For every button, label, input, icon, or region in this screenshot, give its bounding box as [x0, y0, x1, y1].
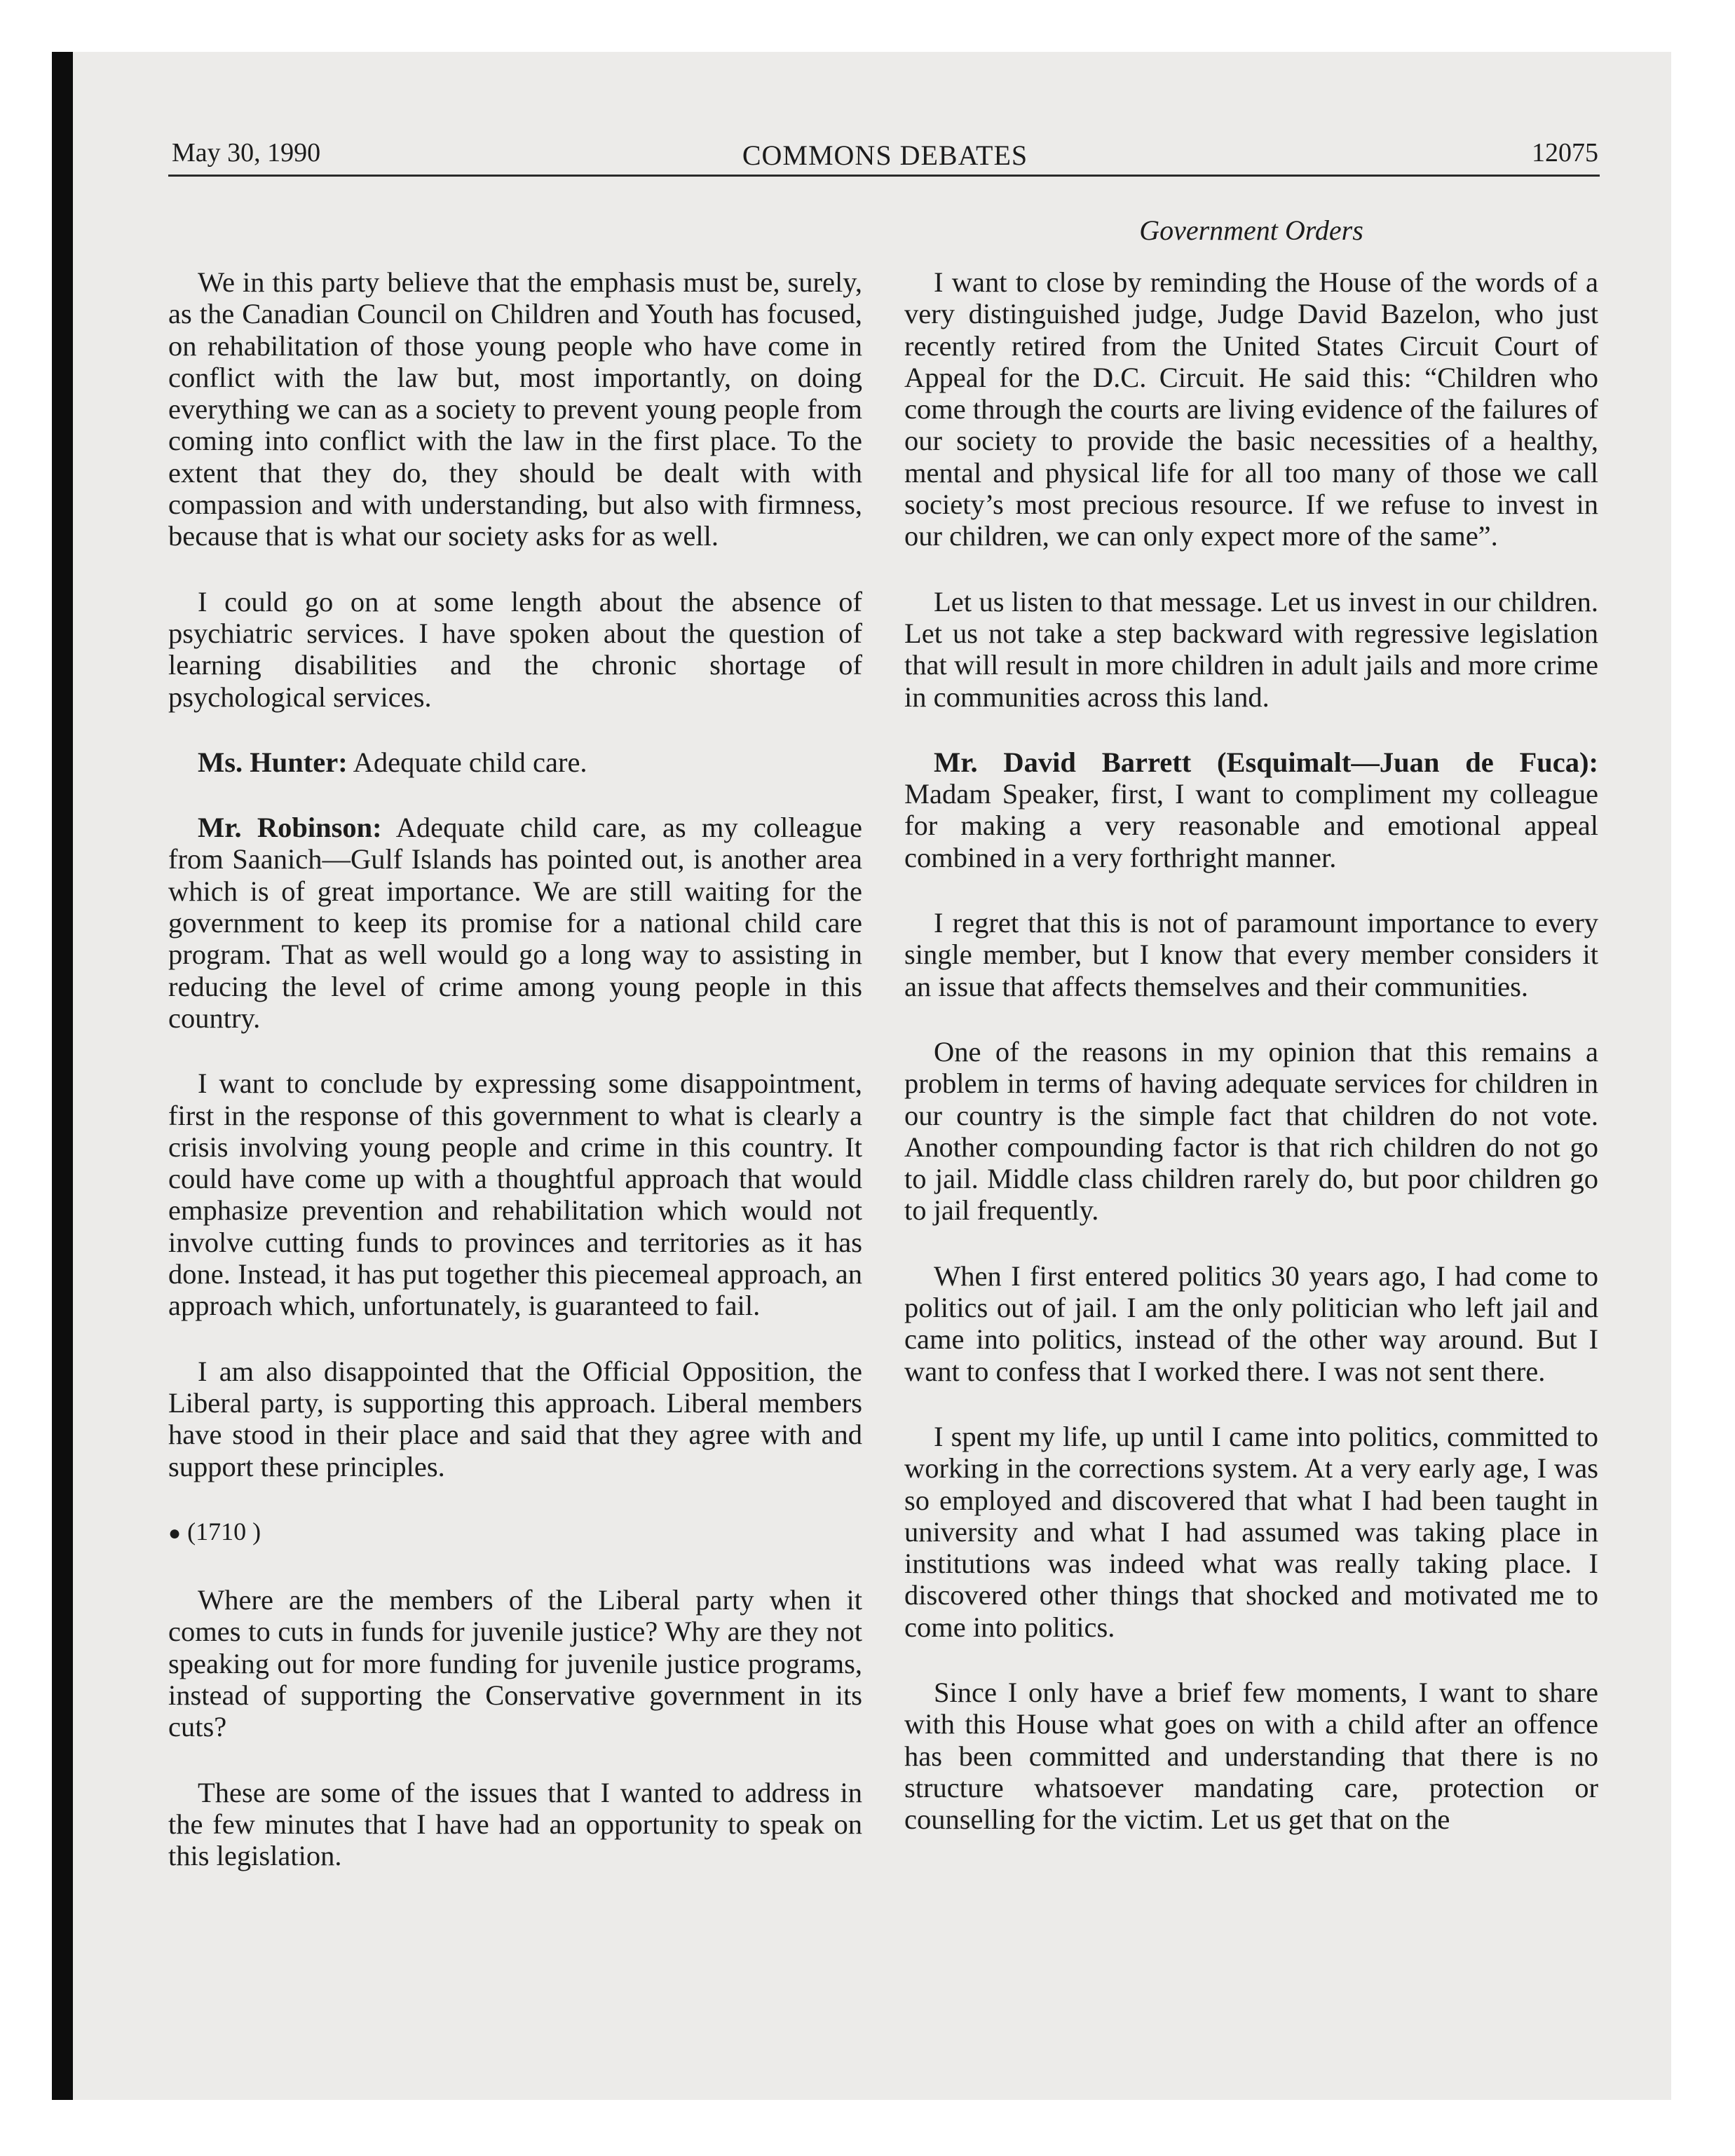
speech-paragraph: [904, 746, 1598, 873]
speech-text: Adequate child care, as my colleague from Saanich—Gulf Islands has pointed out, is another area which is of great importance. We are still waiting for the government to keep its promise for a national child care program. That as well would go a long way to assisting in reducing the level of crime among young people in this country.: [168, 812, 863, 1034]
paragraph: I regret that this is not of paramount importance to every single member, but I know that every member considers it an issue that affects themselves and their communities.: [904, 907, 1598, 1002]
paragraph: I want to close by reminding the House of the words of a very distinguished judge, Judge David Bazelon, who just recently retired from the United States Circuit Court of Appeal for the D.C. Circuit. He said this: “Children who come through the courts are living evidence of the failures of our society to provide the basic necessities of a healthy, mental and physical life for all too many of those we call society’s most precious resource. If we refuse to invest in our children, we can only expect more of the same”.: [904, 266, 1598, 552]
paragraph: I am also disappointed that the Official Opposition, the Liberal party, is supporting this approach. Liberal members have stood in their place and said that they agree with and support these principles.: [168, 1355, 862, 1482]
paragraph: I want to conclude by expressing some disappointment, first in the response of this government to what is clearly a crisis involving young people and crime in this country. It could have come up with a thoughtful approach that would emphasize prevention and rehabilitation which would not involve cutting funds to provinces and territories as it has done. Instead, it has put together this piecemeal approach, an approach which, unfortunately, is guaranteed to fail.: [168, 1067, 862, 1322]
paragraph: Where are the members of the Liberal party when it comes to cuts in funds for juvenile justice? Why are they not speaking out for more funding for juvenile justice programs, instead of supporting the Conservative government in its cuts?: [168, 1584, 862, 1743]
paragraph: We in this party believe that the emphasis must be, surely, as the Canadian Council on Children and Youth has focused, on rehabilitation of those young people who have come in conflict with the law but, most importantly, on doing everything we can as a society to prevent young people from coming into conflict with the law in the first place. To the extent that they do, they should be dealt with with compassion and with understanding, but also with firmness, because that is what our society asks for as well.: [168, 266, 862, 552]
speech-text: Adequate child care.: [353, 746, 587, 778]
speech-paragraph: [168, 812, 862, 1034]
paragraph: These are some of the issues that I wanted to address in the few minutes that I have had an opportunity to speak on this legislation.: [168, 1776, 862, 1872]
page-header: [172, 133, 1598, 175]
section-label: Government Orders: [1139, 214, 1363, 246]
header-rule: [168, 175, 1600, 177]
speaker-name: Ms. Hunter:: [198, 746, 348, 778]
paragraph: Let us listen to that message. Let us invest in our children. Let us not take a step backward with regressive legislation that will result in more children in adult jails and more crime in communities across this land.: [904, 585, 1598, 713]
paragraph: I spent my life, up until I came into politics, committed to working in the corrections system. At a very early age, I was so employed and discovered that what I had been taught in university and what I had assumed was taking place in institutions was indeed what was really taking place. I discovered other things that shocked and motivated me to come into politics.: [904, 1420, 1598, 1643]
speech-paragraph: [168, 746, 862, 778]
paragraph: When I first entered politics 30 years ago, I had come to politics out of jail. I am the only politician who left jail and came into politics, instead of the other way around. But I want to confess that I worked there. I was not sent there.: [904, 1260, 1598, 1387]
paragraph: Since I only have a brief few moments, I want to share with this House what goes on with a child after an offence has been committed and understanding that there is no structure whatsoever mandating care, protection or counselling for the victim. Let us get that on the: [904, 1676, 1598, 1836]
speaker-name: Mr. David Barrett (Esquimalt—Juan de Fuca):: [934, 746, 1598, 778]
time-marker-text: (1710 ): [187, 1517, 261, 1546]
paragraph: One of the reasons in my opinion that this remains a problem in terms of having adequate services for children in our country is the simple fact that children do not vote. Another compounding factor is that rich children do not go to jail. Middle class children rarely do, but poor children go to jail frequently.: [904, 1035, 1598, 1227]
scan-edge-shadow: [52, 52, 73, 2100]
speech-text: Madam Speaker, first, I want to compliment my colleague for making a very reasonable and emotional appeal combined in a very forthright manner.: [904, 778, 1598, 873]
right-column: [904, 266, 1598, 1869]
paragraph: I could go on at some length about the absence of psychiatric services. I have spoken about the question of learning disabilities and the chronic shortage of psychological services.: [168, 585, 862, 713]
bullet-icon: ●: [168, 1521, 182, 1545]
speaker-name: Mr. Robinson:: [198, 812, 382, 844]
time-marker: [168, 1516, 862, 1549]
header-journal-title: COMMONS DEBATES: [742, 139, 1028, 171]
header-date: May 30, 1990: [172, 138, 321, 168]
header-page-number: 12075: [1532, 138, 1598, 168]
left-column: [168, 266, 862, 1905]
